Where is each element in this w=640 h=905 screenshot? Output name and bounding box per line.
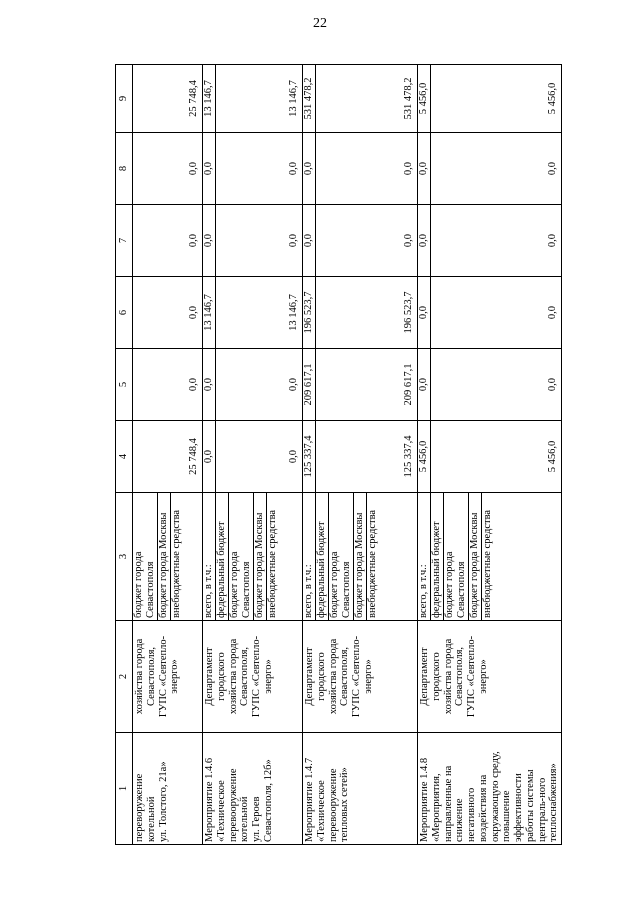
executor-cell-line: энерго» (262, 659, 274, 694)
amount-value: 0,0 (188, 161, 200, 176)
executor-cell-line: городского (430, 652, 442, 701)
executor-cell-line: хозяйства города (227, 638, 239, 715)
table-row (133, 65, 203, 845)
amount-total: 0,0 (418, 133, 431, 204)
amount-cell (303, 277, 418, 349)
executor-cell-line: городского (215, 652, 227, 701)
header-cell: 2 (116, 621, 133, 733)
funding-source-cell (203, 493, 303, 621)
measure-name-cell-line: ул. Толстого, 21а» (157, 761, 169, 842)
amount-value: 25 748,4 (188, 438, 200, 475)
amount-value: 0,0 (288, 377, 300, 392)
amount-value: 0,0 (288, 233, 300, 248)
measure-name-cell-line: перевооружение (327, 768, 339, 842)
amount-value: 0,0 (188, 305, 200, 320)
measure-name-cell (418, 733, 562, 845)
measure-name-cell-line: Мероприятие 1.4.6 (204, 757, 215, 842)
measure-name-cell-line: Севастополя, 12б» (262, 759, 274, 842)
amount-cell (203, 421, 303, 493)
funding-source-line: федеральный бюджет (431, 493, 444, 620)
measure-name-cell-line: переворужение (134, 773, 145, 842)
funding-source-line: внебюджетные средства (266, 509, 278, 618)
measure-name-cell-line: «Мероприятия, (430, 773, 442, 842)
executor-cell-line: ГУПС «Севтепло- (251, 635, 262, 718)
amount-value: 25 748,4 (188, 80, 200, 117)
amount-total: 13 146,7 (203, 277, 216, 348)
header-cell: 5 (116, 349, 133, 421)
amount-cell (203, 277, 303, 349)
funding-source-line: бюджет города Москвы (469, 493, 482, 620)
amount-value: 5 456,0 (547, 82, 559, 115)
executor-cell-line: ГУПС «Севтепло- (351, 635, 362, 718)
header-cell: 9 (116, 65, 133, 133)
funding-source-cell (418, 493, 562, 621)
executor-cell (203, 621, 303, 733)
measure-name-cell-line: эффективности (513, 773, 524, 842)
amount-total: 0,0 (418, 277, 431, 348)
amount-value: 209 617,1 (403, 363, 415, 406)
amount-cell (303, 205, 418, 277)
funding-source-cell (303, 493, 418, 621)
executor-cell-line: хозяйства города (134, 638, 145, 715)
amount-total: 0,0 (203, 133, 216, 204)
amount-total: 0,0 (203, 349, 216, 420)
measure-name-cell-line: ул. Героев (251, 796, 262, 842)
amount-cell (303, 421, 418, 493)
amount-value: 0,0 (288, 449, 300, 464)
measure-name-cell-line: теплоснабжения» (548, 763, 560, 842)
funding-source-line: бюджет города Севастополя (444, 493, 469, 620)
amount-cell (418, 205, 562, 277)
funding-source-line: внебюджетные средства (170, 509, 182, 618)
funding-source-cell (133, 493, 203, 621)
measure-name-cell-line: «Техническое (215, 780, 227, 842)
amount-cell (418, 349, 562, 421)
funding-source-line: бюджет города Севастополя (133, 493, 158, 620)
header-cell: 6 (116, 277, 133, 349)
amount-value: 0,0 (547, 377, 559, 392)
funding-source-line: бюджет города Севастополя (229, 493, 254, 620)
funding-source-line: федеральный бюджет (316, 493, 329, 620)
executor-cell-line: Севастополя, (239, 646, 251, 707)
amount-value: 0,0 (288, 161, 300, 176)
executor-cell-line: ГУПС «Севтепло- (157, 635, 169, 718)
measure-name-cell (303, 733, 418, 845)
header-cell: 7 (116, 205, 133, 277)
amount-value: 0,0 (188, 377, 200, 392)
executor-cell (303, 621, 418, 733)
amount-cell (303, 65, 418, 133)
header-cell: 1 (116, 733, 133, 845)
amount-total: 5 456,0 (418, 65, 431, 132)
executor-cell-line: Департамент (304, 647, 315, 706)
executor-cell-line: энерго» (169, 659, 181, 694)
funding-source-line: бюджет города Москвы (354, 493, 367, 620)
executor-cell-line: городского (315, 652, 327, 701)
header-row (116, 65, 133, 845)
measure-name-cell-line: перевооружение (227, 768, 239, 842)
measure-name-cell (133, 733, 203, 845)
amount-value: 0,0 (403, 161, 415, 176)
measure-name-cell-line: окружающую среду, (489, 751, 501, 842)
amount-value: 13 146,7 (288, 80, 300, 117)
amount-value: 0,0 (547, 305, 559, 320)
amount-value: 125 337,4 (403, 435, 415, 478)
amount-cell (133, 277, 203, 349)
amount-cell (133, 133, 203, 205)
executor-cell-line: ГУПС «Севтепло- (466, 635, 477, 718)
amount-cell (203, 205, 303, 277)
measure-name-cell-line: снижение (454, 798, 466, 842)
executor-cell-line: Севастополя, (339, 646, 351, 707)
amount-value: 0,0 (188, 233, 200, 248)
amount-value: 196 523,7 (403, 291, 415, 334)
amount-total: 0,0 (418, 205, 431, 276)
header-cell: 3 (116, 493, 133, 621)
header-cell: 4 (116, 421, 133, 493)
measure-name-cell-line: Мероприятие 1.4.7 (304, 757, 315, 842)
funding-table (115, 64, 562, 845)
amount-total: 0,0 (418, 349, 431, 420)
page-number: 22 (313, 16, 327, 31)
executor-cell-line: хозяйства города (327, 638, 339, 715)
measure-name-cell-line: котельной (145, 796, 157, 842)
funding-source-line: всего, в т.ч.: (303, 493, 316, 620)
amount-cell (418, 421, 562, 493)
amount-cell (303, 133, 418, 205)
funding-source-line: бюджет города Москвы (254, 493, 267, 620)
amount-cell (203, 65, 303, 133)
measure-name-cell-line: направленные на (442, 765, 454, 842)
amount-value: 531 478,2 (403, 77, 415, 120)
funding-source-line: бюджет города Севастополя (329, 493, 354, 620)
measure-name-cell-line: «Техническое (315, 780, 327, 842)
table-row (418, 65, 562, 845)
amount-cell (133, 349, 203, 421)
amount-total: 209 617,1 (303, 349, 316, 420)
amount-total: 531 478,2 (303, 65, 316, 132)
amount-cell (418, 133, 562, 205)
measure-name-cell-line: централь-ного (536, 777, 548, 842)
amount-cell (303, 349, 418, 421)
executor-cell (133, 621, 203, 733)
amount-value: 0,0 (547, 233, 559, 248)
amount-total: 125 337,4 (303, 421, 316, 492)
amount-total: 0,0 (203, 205, 216, 276)
amount-value: 5 456,0 (547, 440, 559, 473)
amount-cell (418, 277, 562, 349)
amount-total: 13 146,7 (203, 65, 216, 132)
amount-total: 0,0 (203, 421, 216, 492)
measure-name-cell-line: негативного (466, 787, 477, 842)
executor-cell-line: энерго» (362, 659, 374, 694)
funding-source-line: всего, в т.ч.: (203, 493, 216, 620)
funding-source-line: внебюджетные средства (366, 509, 378, 618)
measure-name-cell-line: Мероприятие 1.4.8 (419, 757, 430, 842)
measure-name-cell-line: воздействия на (477, 774, 489, 842)
executor-cell-line: энерго» (477, 659, 489, 694)
amount-value: 13 146,7 (288, 294, 300, 331)
measure-name-cell-line: тепловых сетей» (339, 767, 351, 842)
amount-total: 0,0 (303, 133, 316, 204)
executor-cell-line: Департамент (204, 647, 215, 706)
table-row (303, 65, 418, 845)
executor-cell-line: хозяйства города (442, 638, 454, 715)
executor-cell-line: Департамент (419, 647, 430, 706)
amount-cell (203, 133, 303, 205)
executor-cell (418, 621, 562, 733)
amount-total: 0,0 (303, 205, 316, 276)
measure-name-cell (203, 733, 303, 845)
rotated-table-container (115, 65, 560, 845)
funding-source-line: бюджет города Москвы (158, 493, 171, 620)
amount-cell (133, 205, 203, 277)
header-cell: 8 (116, 133, 133, 205)
amount-value: 0,0 (547, 161, 559, 176)
funding-source-line: всего, в т.ч.: (418, 493, 431, 620)
table-row (203, 65, 303, 845)
amount-total: 5 456,0 (418, 421, 431, 492)
amount-cell (133, 421, 203, 493)
amount-cell (418, 65, 562, 133)
executor-cell-line: Севастополя, (145, 646, 157, 707)
amount-value: 0,0 (403, 233, 415, 248)
amount-cell (203, 349, 303, 421)
executor-cell-line: Севастополя, (454, 646, 466, 707)
funding-source-line: внебюджетные средства (481, 509, 493, 618)
measure-name-cell-line: работы системы (524, 769, 536, 842)
amount-total: 196 523,7 (303, 277, 316, 348)
measure-name-cell-line: повышение (501, 790, 513, 842)
funding-source-line: федеральный бюджет (216, 493, 229, 620)
measure-name-cell-line: котельной (239, 796, 251, 842)
amount-cell (133, 65, 203, 133)
